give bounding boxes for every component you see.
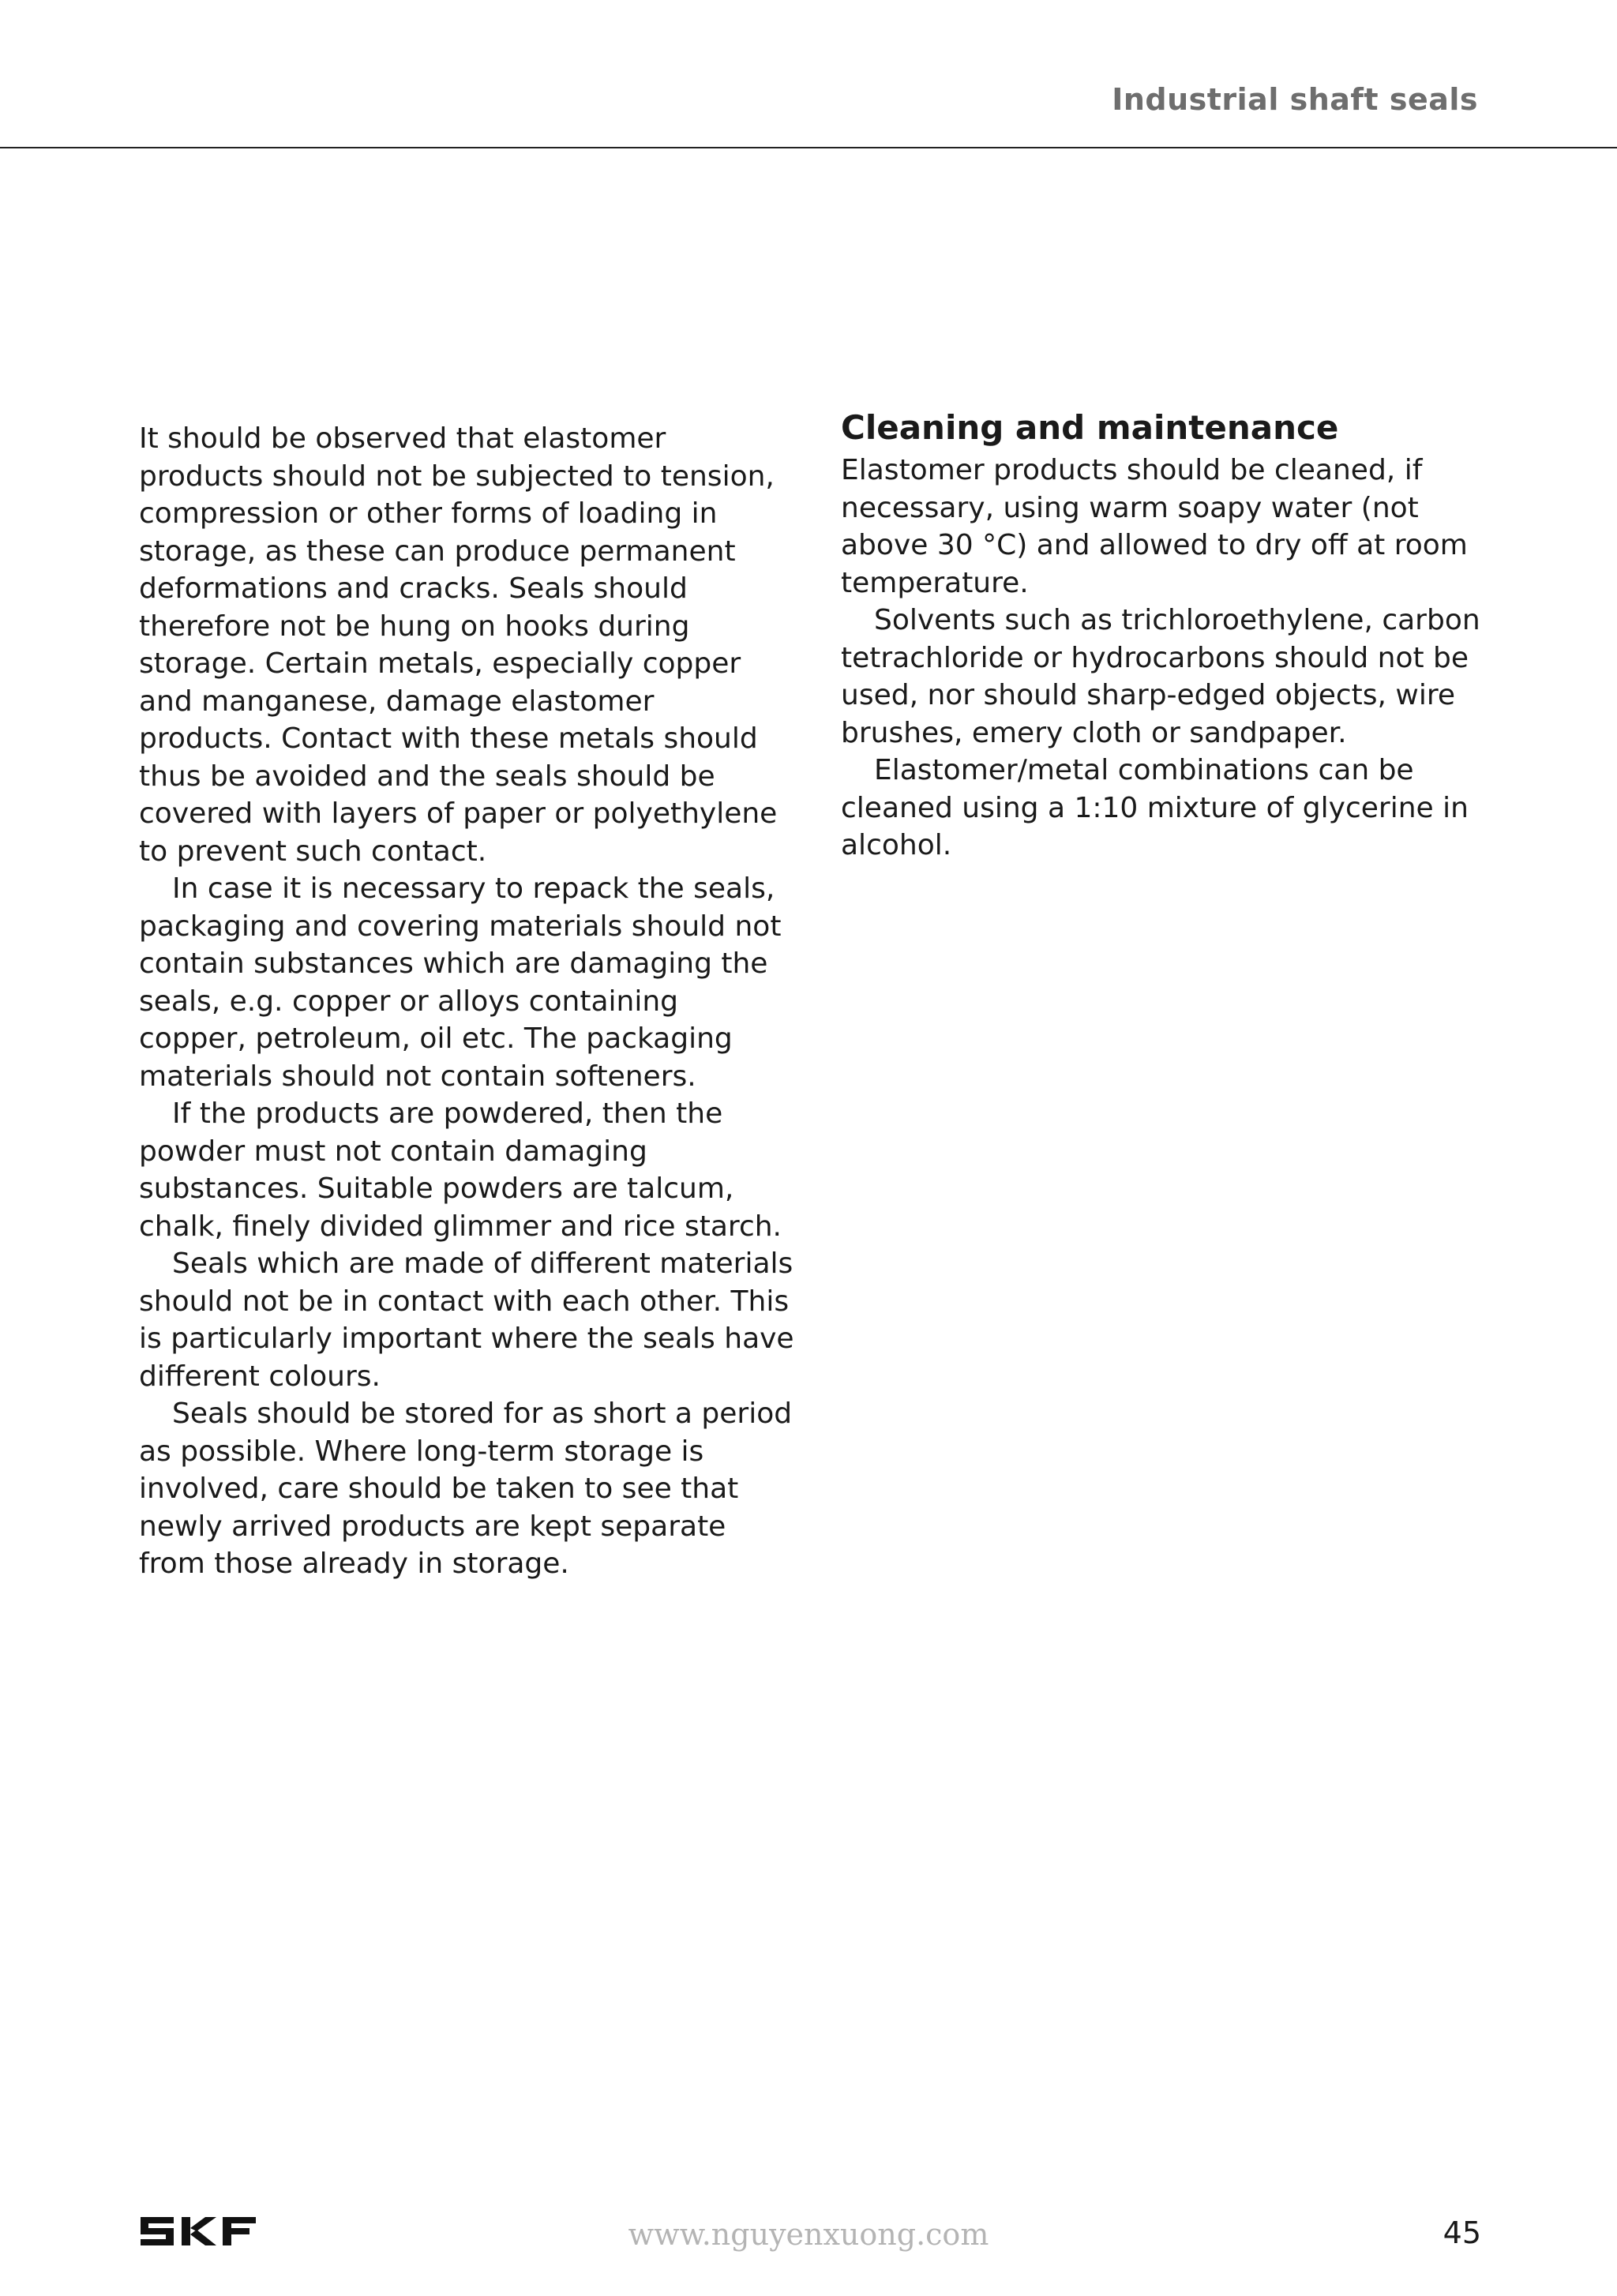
left-column <box>139 420 794 1583</box>
body-paragraph: Elastomer/metal combinations can be cleaned using a 1:10 mixture of glycerine in alcohol. <box>841 754 1469 861</box>
section-heading: Cleaning and maintenance <box>841 408 1339 447</box>
footer-watermark: www.nguyenxuong.com <box>628 2217 989 2252</box>
page-number: 45 <box>1443 2215 1481 2250</box>
body-paragraph: Seals should be stored for as short a period as possible. Where long-term storage is involved, care should be taken to see that newly arrived products are kept separate from those already in storage. <box>139 1397 793 1580</box>
body-paragraph: Seals which are made of different materials should not be in contact with each other. This is particularly important where the seals have different colours. <box>139 1247 794 1393</box>
header-divider <box>0 147 1617 148</box>
right-column <box>841 406 1492 865</box>
body-paragraph: In case it is necessary to repack the seals, packaging and covering materials should not contain substances which are damaging the seals, e.g. copper or alloys containing copper, petroleum, oil etc. The packaging materials should not contain softeners. <box>139 872 782 1093</box>
body-paragraph: Elastomer products should be cleaned, if necessary, using warm soapy water (not above 30 °C) and allowed to dry off at room temperature. <box>841 454 1468 599</box>
body-paragraph: It should be observed that elastomer products should not be subjected to tension, compression or other forms of loading in storage, as these can produce permanent deformations and cracks. Seals should therefore not be hung on hooks during storage. Certain metals, especially copper and manganese, damage elastomer products. Contact with these metals should thus be avoided and the seals should be covered with layers of paper or polyethylene to prevent such contact. <box>139 422 778 868</box>
running-header-title: Industrial shaft seals <box>1112 82 1478 117</box>
body-paragraph: Solvents such as trichloroethylene, carbon tetrachloride or hydrocarbons should not be used, nor should sharp-edged objects, wire brushes, emery cloth or sandpaper. <box>841 604 1480 749</box>
body-paragraph: If the products are powdered, then the powder must not contain damaging substances. Suitable powders are talcum, chalk, finely divided glimmer and rice starch. <box>139 1097 782 1243</box>
